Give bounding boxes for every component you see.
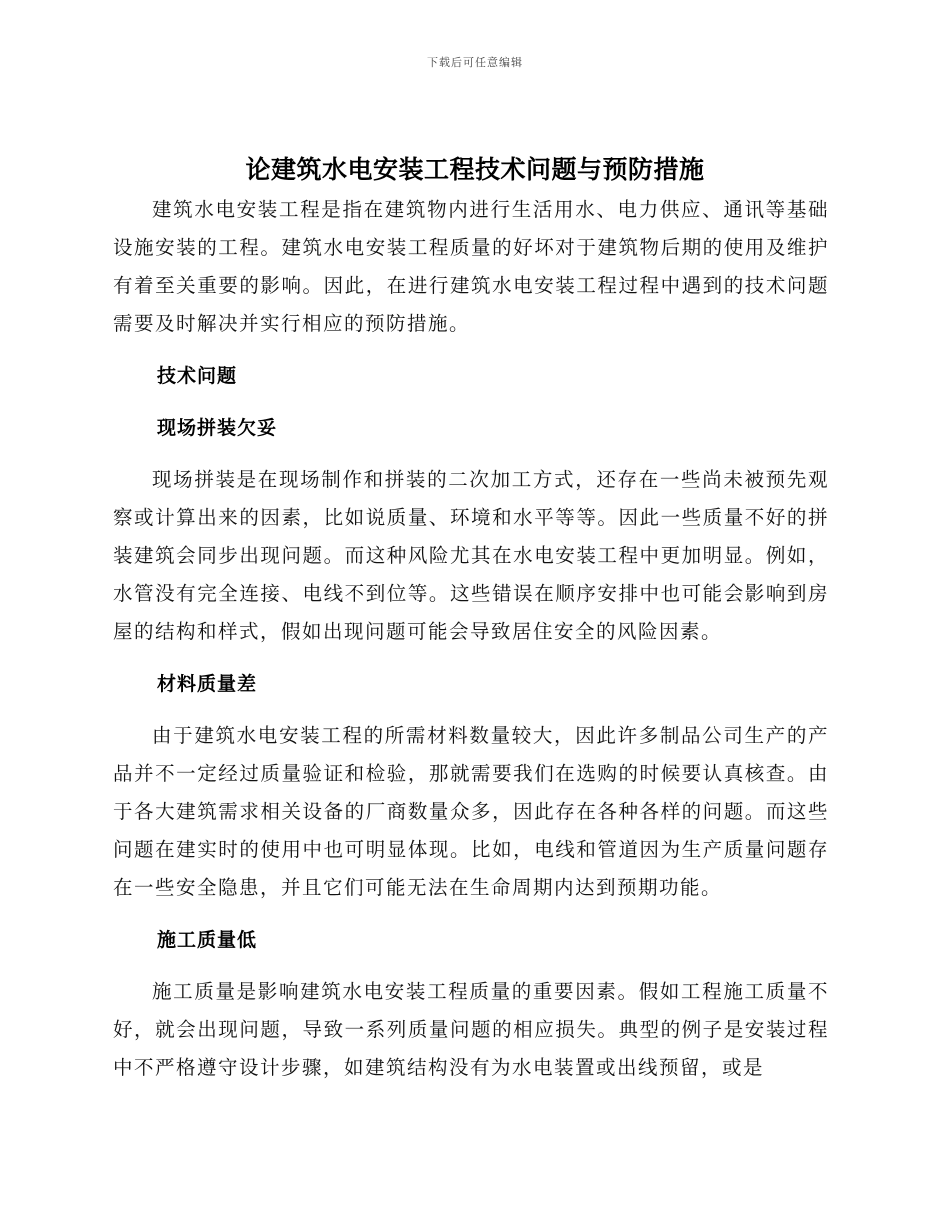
document-body (113, 191, 829, 1087)
subsection-heading-material-quality: 材料质量差 (157, 673, 258, 695)
page-header-note: 下载后可任意编辑 (427, 56, 523, 69)
paragraph-onsite-assembly: 现场拼装是在现场制作和拼装的二次加工方式，还存在一些尚未被预先观察或计算出来的因素，比如说质量、环境和水平等等。因此一些质量不好的拼装建筑会同步出现问题。而这种风险尤其在水电安装工程中更加明显。例如，水管没有完全连接、电线不到位等。这些错误在顺序安排中也可能会影响到房屋的结构和样式，假如出现问题可能会导致居住安全的风险因素。 (113, 468, 829, 643)
document-title: 论建筑水电安装工程技术问题与预防措施 (245, 155, 705, 184)
section-heading-technical-issues: 技术问题 (157, 365, 238, 387)
subsection-heading-construction-quality: 施工质量低 (157, 929, 258, 951)
subsection-heading-onsite-assembly: 现场拼装欠妥 (157, 417, 278, 439)
paragraph-construction-quality: 施工质量是影响建筑水电安装工程质量的重要因素。假如工程施工质量不好，就会出现问题，导致一系列质量问题的相应损失。典型的例子是安装过程中不严格遵守设计步骤，如建筑结构没有为水电装置或出线预留，或是 (113, 980, 829, 1079)
intro-paragraph: 建筑水电安装工程是指在建筑物内进行生活用水、电力供应、通讯等基础设施安装的工程。建筑水电安装工程质量的好坏对于建筑物后期的使用及维护有着至关重要的影响。因此，在进行建筑水电安装工程过程中遇到的技术问题需要及时解决并实行相应的预防措施。 (113, 198, 829, 335)
paragraph-material-quality: 由于建筑水电安装工程的所需材料数量较大，因此许多制品公司生产的产品并不一定经过质量验证和检验，那就需要我们在选购的时候要认真核查。由于各大建筑需求相关设备的厂商数量众多，因此存在各种各样的问题。而这些问题在建实时的使用中也可明显体现。比如，电线和管道因为生产质量问题存在一些安全隐患，并且它们可能无法在生命周期内达到预期功能。 (113, 724, 829, 899)
